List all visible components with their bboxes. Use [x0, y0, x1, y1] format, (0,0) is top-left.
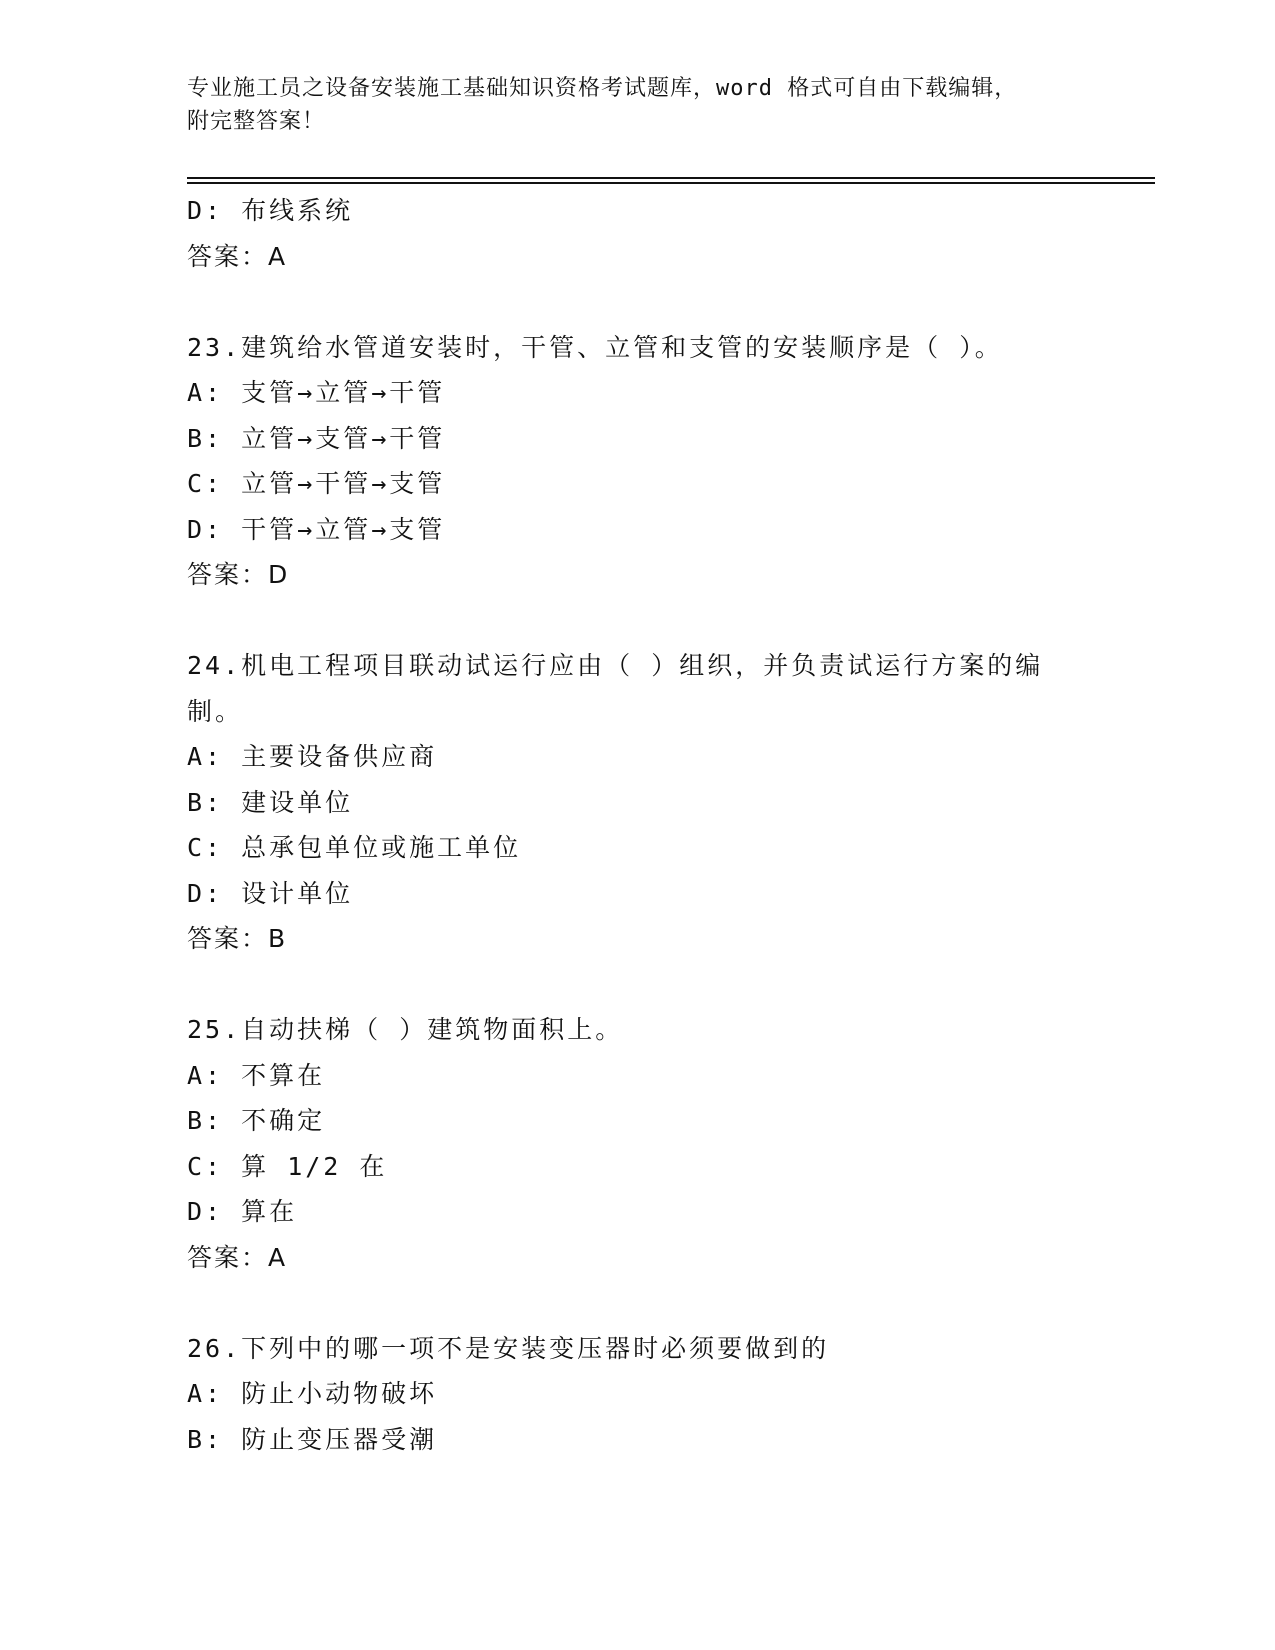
spacer [187, 1280, 1087, 1326]
question-stem: 24.机电工程项目联动试运行应由（ ）组织，并负责试运行方案的编制。 [187, 651, 1044, 726]
option-d: D: 布线系统 [187, 196, 354, 225]
question-stem: 23.建筑给水管道安装时，干管、立管和支管的安装顺序是（ ）。 [187, 332, 1003, 362]
option-a: A: 不算在 [187, 1060, 326, 1090]
question-list [187, 188, 1087, 1462]
answer: 答案：D [187, 560, 290, 589]
option-c: C: 立管→干管→支管 [187, 469, 446, 498]
question-24 [187, 643, 1087, 962]
question-stem: 25.自动扶梯（ ）建筑物面积上。 [187, 1015, 624, 1044]
option-a: A: 防止小动物破坏 [187, 1379, 438, 1408]
option-b: B: 立管→支管→干管 [187, 423, 446, 453]
header-divider-bottom [187, 182, 1155, 184]
option-a: A: 主要设备供应商 [187, 742, 438, 771]
header-line-1: 专业施工员之设备安装施工基础知识资格考试题库，word 格式可自由下载编辑， [187, 76, 1018, 101]
question-26 [187, 1326, 1087, 1463]
spacer [187, 598, 1087, 644]
question-25 [187, 1007, 1087, 1280]
option-b: B: 建设单位 [187, 787, 354, 817]
option-b: B: 防止变压器受潮 [187, 1424, 438, 1454]
answer: 答案：A [187, 241, 288, 271]
header-divider-top [187, 177, 1155, 179]
option-a: A: 支管→立管→干管 [187, 378, 446, 407]
option-d: D: 干管→立管→支管 [187, 514, 446, 544]
spacer [187, 279, 1087, 325]
option-b: B: 不确定 [187, 1106, 326, 1135]
option-c: C: 总承包单位或施工单位 [187, 833, 522, 862]
question-22-tail [187, 188, 1087, 279]
question-23 [187, 325, 1087, 598]
option-d: D: 设计单位 [187, 878, 354, 908]
answer: 答案：B [187, 924, 288, 953]
answer: 答案：A [187, 1242, 288, 1272]
question-stem: 26.下列中的哪一项不是安装变压器时必须要做到的 [187, 1333, 830, 1363]
option-d: D: 算在 [187, 1197, 298, 1226]
header-line-2: 附完整答案！ [187, 109, 326, 134]
document-header [187, 72, 1087, 138]
option-c: C: 算 1/2 在 [187, 1151, 388, 1181]
spacer [187, 962, 1087, 1008]
